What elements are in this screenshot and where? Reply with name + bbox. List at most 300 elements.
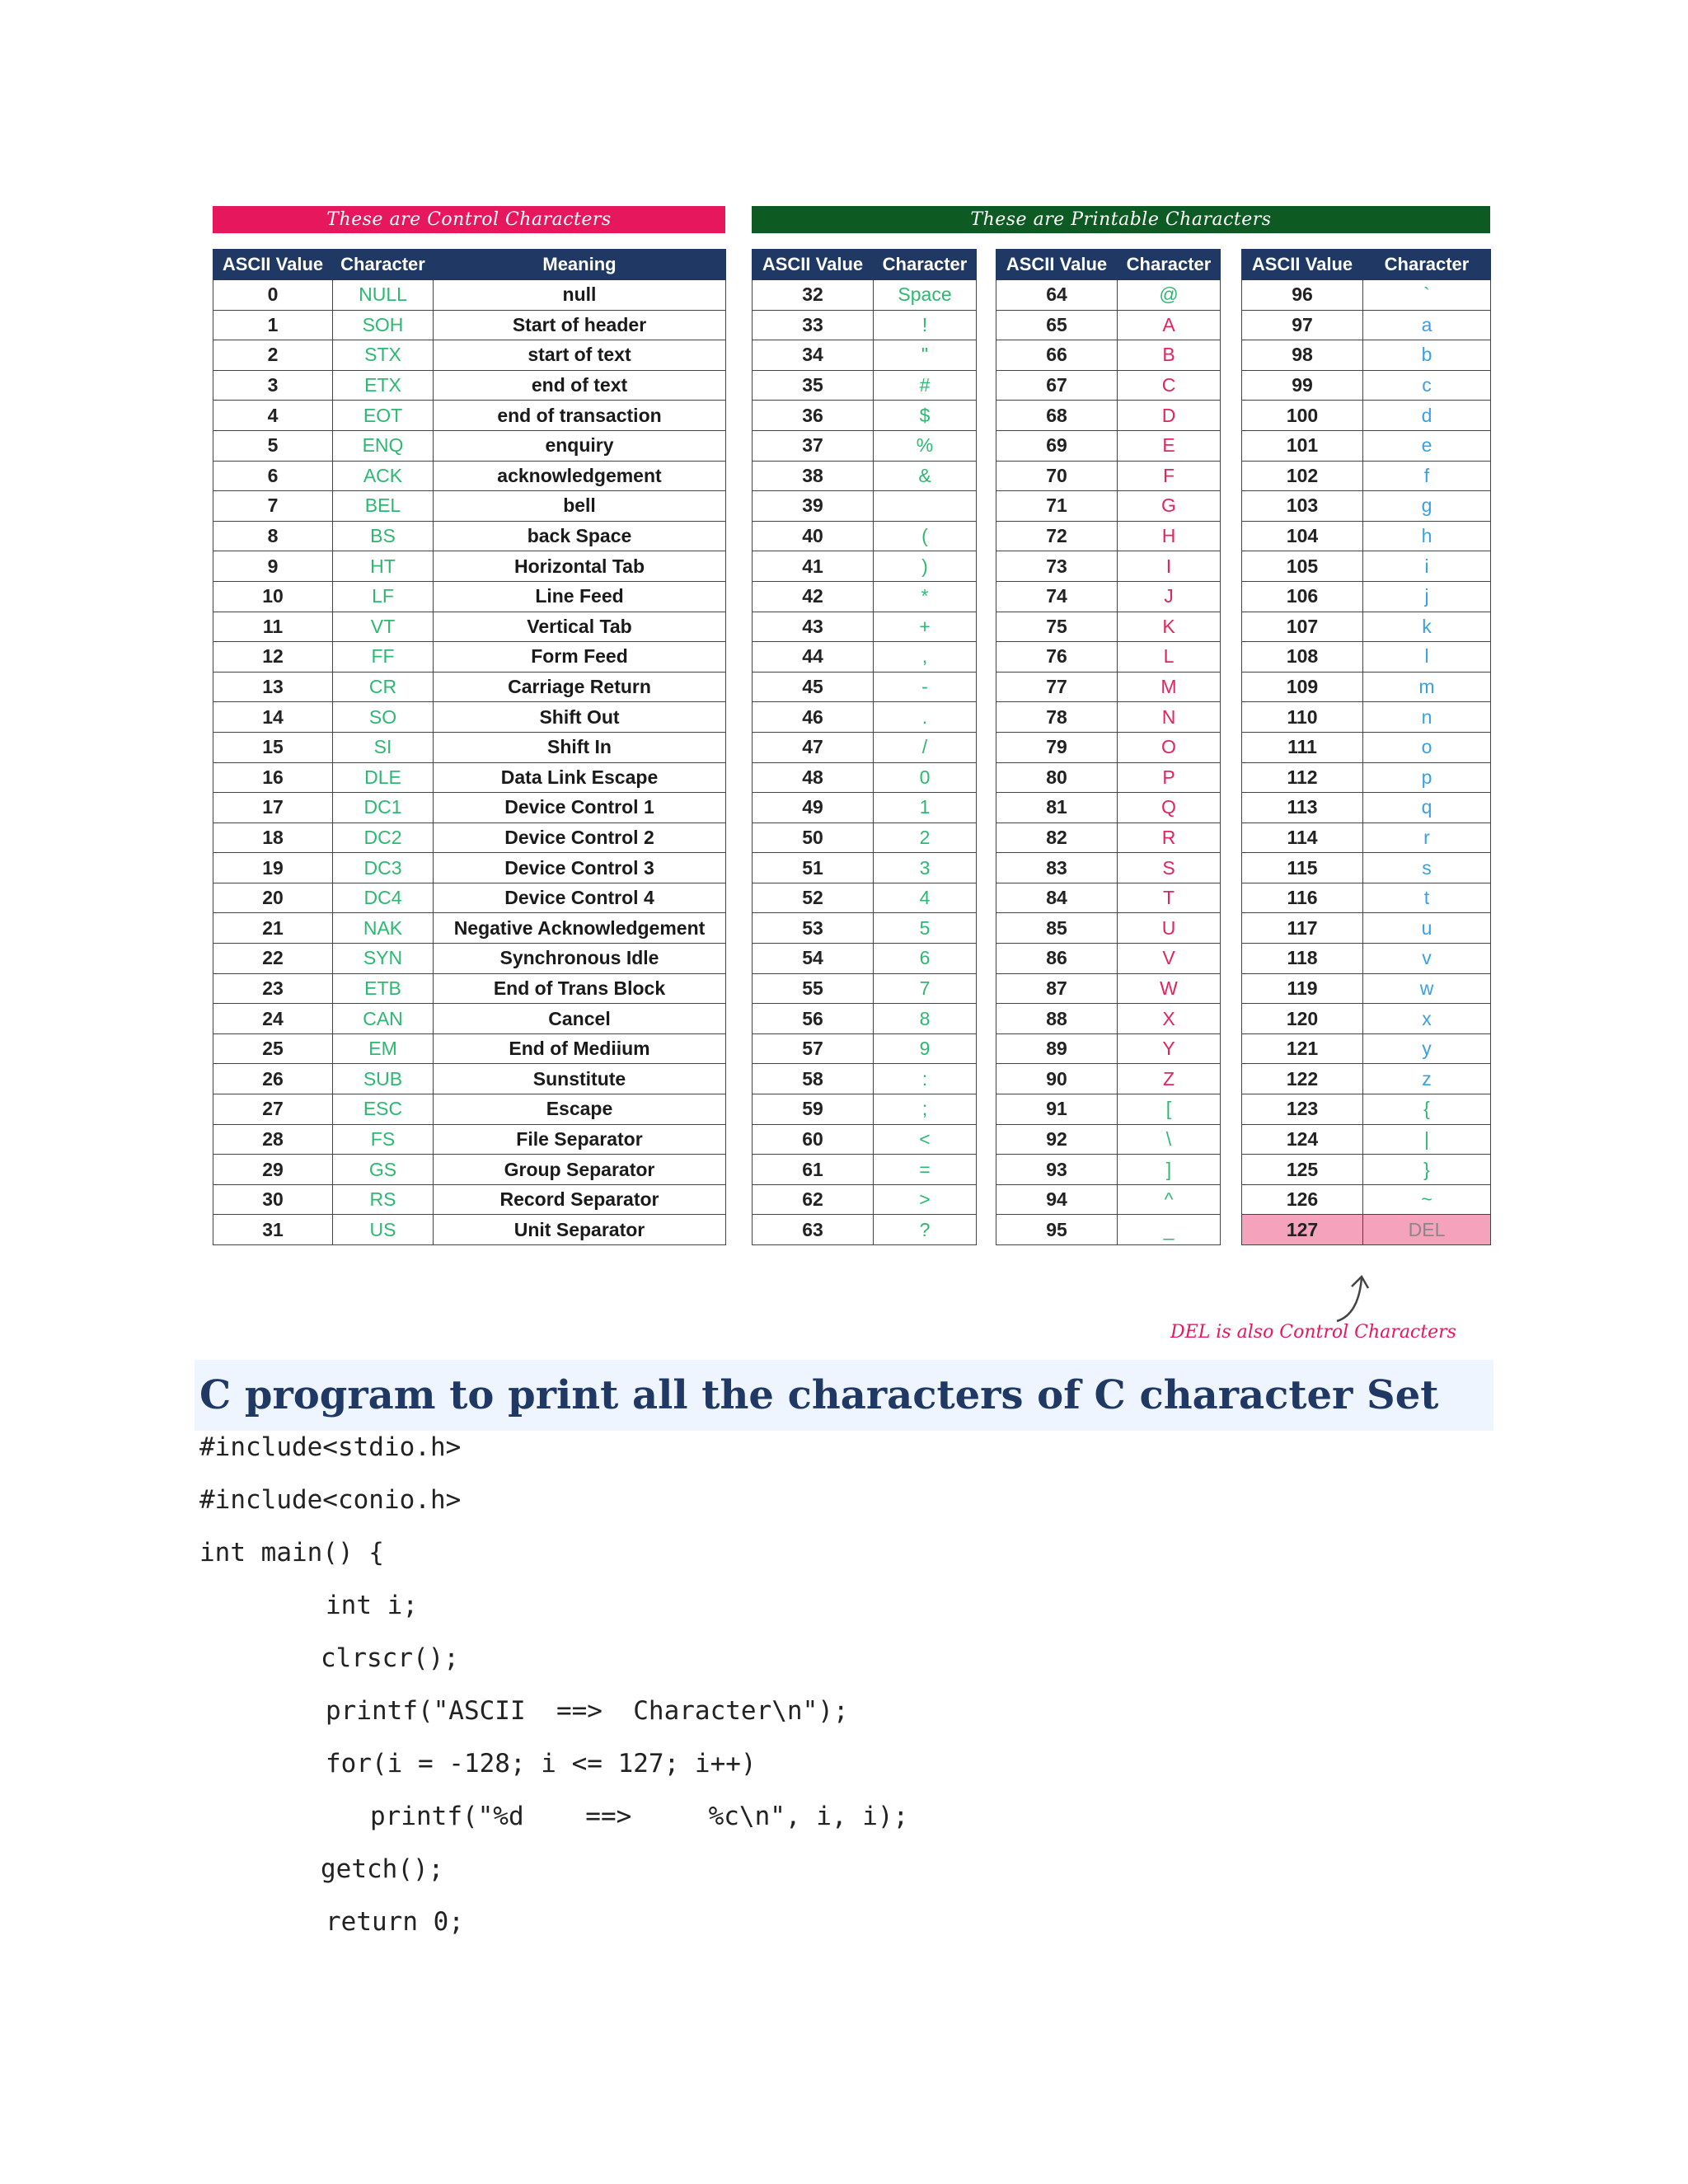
ascii-value-cell: 101 — [1242, 430, 1363, 461]
table-row — [996, 823, 1221, 853]
character-cell: BEL — [333, 491, 434, 522]
table-row — [753, 1124, 977, 1155]
character-cell: STX — [333, 340, 434, 371]
ascii-value-cell: 70 — [996, 461, 1118, 491]
table-row — [213, 793, 726, 823]
ascii-value-cell: 42 — [753, 581, 874, 612]
table-row — [1242, 370, 1491, 401]
header-character: Character — [874, 250, 977, 280]
ascii-value-cell: 0 — [213, 280, 333, 311]
ascii-value-cell: 122 — [1242, 1064, 1363, 1094]
ascii-value-cell: 58 — [753, 1064, 874, 1094]
character-cell: Y — [1118, 1033, 1221, 1064]
table-row — [213, 1124, 726, 1155]
table-row — [213, 401, 726, 431]
table-row — [753, 491, 977, 522]
ascii-value-cell: 18 — [213, 823, 333, 853]
ascii-value-cell: 46 — [753, 702, 874, 733]
code-line-6: printf("ASCII ==> Character\n"); — [326, 1696, 849, 1726]
table-row — [1242, 1184, 1491, 1215]
character-cell: ` — [1363, 280, 1491, 311]
table-row — [213, 883, 726, 913]
character-cell: g — [1363, 491, 1491, 522]
table-row — [213, 823, 726, 853]
ascii-value-cell: 12 — [213, 642, 333, 673]
meaning-cell: back Space — [434, 521, 726, 551]
ascii-value-cell: 73 — [996, 551, 1118, 582]
ascii-value-cell: 38 — [753, 461, 874, 491]
ascii-value-cell: 105 — [1242, 551, 1363, 582]
ascii-value-cell: 89 — [996, 1033, 1118, 1064]
table-row — [213, 581, 726, 612]
character-cell: N — [1118, 702, 1221, 733]
character-cell: _ — [1118, 1215, 1221, 1245]
ascii-value-cell: 61 — [753, 1155, 874, 1185]
meaning-cell: File Separator — [434, 1124, 726, 1155]
table-row — [213, 491, 726, 522]
character-cell: o — [1363, 732, 1491, 762]
header-ascii-value: ASCII Value — [1242, 250, 1363, 280]
meaning-cell: bell — [434, 491, 726, 522]
character-cell: ^ — [1118, 1184, 1221, 1215]
ascii-value-cell: 86 — [996, 944, 1118, 974]
character-cell: f — [1363, 461, 1491, 491]
character-cell: l — [1363, 642, 1491, 673]
table-row — [996, 340, 1221, 371]
table-row — [996, 1033, 1221, 1064]
ascii-value-cell: 118 — [1242, 944, 1363, 974]
meaning-cell: Data Link Escape — [434, 762, 726, 793]
table-row — [1242, 944, 1491, 974]
table-row — [753, 883, 977, 913]
character-cell: K — [1118, 612, 1221, 642]
meaning-cell: Device Control 3 — [434, 853, 726, 883]
character-cell: $ — [874, 401, 977, 431]
ascii-value-cell: 65 — [996, 310, 1118, 340]
ascii-value-cell: 55 — [753, 973, 874, 1004]
table-row — [753, 521, 977, 551]
meaning-cell: Sunstitute — [434, 1064, 726, 1094]
table-row — [213, 1184, 726, 1215]
ascii-value-cell: 35 — [753, 370, 874, 401]
character-cell: SI — [333, 732, 434, 762]
character-cell: DEL — [1363, 1215, 1491, 1245]
character-cell: 3 — [874, 853, 977, 883]
table-row — [1242, 1124, 1491, 1155]
character-cell: h — [1363, 521, 1491, 551]
ascii-value-cell: 27 — [213, 1094, 333, 1125]
table-row — [213, 853, 726, 883]
character-cell: M — [1118, 672, 1221, 702]
code-line-2: #include<conio.h> — [199, 1485, 462, 1515]
table-row — [753, 461, 977, 491]
printable-table-96-127 — [1241, 249, 1491, 1245]
table-row — [996, 581, 1221, 612]
character-cell: k — [1363, 612, 1491, 642]
character-cell: DC2 — [333, 823, 434, 853]
ascii-value-cell: 53 — [753, 913, 874, 944]
curved-arrow-icon — [1334, 1273, 1383, 1324]
table-row — [1242, 672, 1491, 702]
ascii-value-cell: 126 — [1242, 1184, 1363, 1215]
ascii-value-cell: 74 — [996, 581, 1118, 612]
ascii-value-cell: 20 — [213, 883, 333, 913]
character-cell: \ — [1118, 1124, 1221, 1155]
character-cell: ETB — [333, 973, 434, 1004]
table-row — [1242, 581, 1491, 612]
ascii-value-cell: 40 — [753, 521, 874, 551]
character-cell: EOT — [333, 401, 434, 431]
ascii-value-cell: 44 — [753, 642, 874, 673]
ascii-value-cell: 36 — [753, 401, 874, 431]
table-row — [1242, 461, 1491, 491]
character-cell: / — [874, 732, 977, 762]
ascii-value-cell: 2 — [213, 340, 333, 371]
character-cell: & — [874, 461, 977, 491]
table-row — [213, 430, 726, 461]
ascii-value-cell: 83 — [996, 853, 1118, 883]
ascii-value-cell: 97 — [1242, 310, 1363, 340]
meaning-cell: enquiry — [434, 430, 726, 461]
character-cell: NULL — [333, 280, 434, 311]
ascii-value-cell: 30 — [213, 1184, 333, 1215]
table-row — [753, 672, 977, 702]
character-cell: } — [1363, 1155, 1491, 1185]
ascii-value-cell: 124 — [1242, 1124, 1363, 1155]
table-row — [213, 672, 726, 702]
ascii-value-cell: 6 — [213, 461, 333, 491]
table-row — [213, 551, 726, 582]
ascii-value-cell: 114 — [1242, 823, 1363, 853]
code-line-4: int i; — [326, 1591, 418, 1620]
ascii-value-cell: 1 — [213, 310, 333, 340]
ascii-value-cell: 43 — [753, 612, 874, 642]
ascii-value-cell: 32 — [753, 280, 874, 311]
meaning-cell: Negative Acknowledgement — [434, 913, 726, 944]
table-row — [213, 702, 726, 733]
table-row — [753, 581, 977, 612]
ascii-value-cell: 80 — [996, 762, 1118, 793]
table-row — [1242, 762, 1491, 793]
table-row — [1242, 823, 1491, 853]
meaning-cell: Group Separator — [434, 1155, 726, 1185]
character-cell: 4 — [874, 883, 977, 913]
table-row — [996, 732, 1221, 762]
table-row — [753, 944, 977, 974]
character-cell: Z — [1118, 1064, 1221, 1094]
table-row — [996, 1094, 1221, 1125]
character-cell: s — [1363, 853, 1491, 883]
ascii-value-cell: 69 — [996, 430, 1118, 461]
ascii-value-cell: 84 — [996, 883, 1118, 913]
table-row — [753, 913, 977, 944]
character-cell: r — [1363, 823, 1491, 853]
table-row — [213, 1033, 726, 1064]
character-cell: RS — [333, 1184, 434, 1215]
table-row — [1242, 340, 1491, 371]
table-row — [996, 612, 1221, 642]
printable-table-32-63 — [752, 249, 977, 1245]
ascii-value-cell: 23 — [213, 973, 333, 1004]
table-row — [996, 853, 1221, 883]
table-row — [1242, 491, 1491, 522]
character-cell: EM — [333, 1033, 434, 1064]
ascii-value-cell: 22 — [213, 944, 333, 974]
table-row — [753, 612, 977, 642]
meaning-cell: Record Separator — [434, 1184, 726, 1215]
ascii-value-cell: 50 — [753, 823, 874, 853]
ascii-value-cell: 24 — [213, 1004, 333, 1034]
table-row — [753, 1184, 977, 1215]
ascii-value-cell: 94 — [996, 1184, 1118, 1215]
character-cell: SOH — [333, 310, 434, 340]
table-row — [996, 491, 1221, 522]
table-row — [213, 642, 726, 673]
character-cell: SO — [333, 702, 434, 733]
table-row — [213, 310, 726, 340]
ascii-value-cell: 63 — [753, 1215, 874, 1245]
table-row — [996, 944, 1221, 974]
character-cell: [ — [1118, 1094, 1221, 1125]
code-line-7: for(i = -128; i <= 127; i++) — [326, 1749, 757, 1779]
table-row — [1242, 310, 1491, 340]
table-row — [996, 1124, 1221, 1155]
ascii-value-cell: 125 — [1242, 1155, 1363, 1185]
character-cell: ETX — [333, 370, 434, 401]
character-cell: : — [874, 1064, 977, 1094]
ascii-value-cell: 21 — [213, 913, 333, 944]
header-character: Character — [1363, 250, 1491, 280]
ascii-value-cell: 9 — [213, 551, 333, 582]
table-row — [996, 702, 1221, 733]
section-heading: C program to print all the characters of C character Set — [199, 1372, 1439, 1418]
table-row — [996, 642, 1221, 673]
meaning-cell: Shift In — [434, 732, 726, 762]
character-cell: S — [1118, 853, 1221, 883]
character-cell: z — [1363, 1064, 1491, 1094]
table-row — [1242, 793, 1491, 823]
table-row — [753, 1033, 977, 1064]
ascii-value-cell: 72 — [996, 521, 1118, 551]
table-row — [1242, 1064, 1491, 1094]
header-ascii-value: ASCII Value — [213, 250, 333, 280]
character-cell: b — [1363, 340, 1491, 371]
character-cell: ENQ — [333, 430, 434, 461]
table-row — [1242, 1094, 1491, 1125]
table-row — [996, 973, 1221, 1004]
ascii-value-cell: 64 — [996, 280, 1118, 311]
ascii-value-cell: 120 — [1242, 1004, 1363, 1034]
character-cell: n — [1363, 702, 1491, 733]
meaning-cell: Line Feed — [434, 581, 726, 612]
character-cell: DC3 — [333, 853, 434, 883]
character-cell: @ — [1118, 280, 1221, 311]
ascii-value-cell: 57 — [753, 1033, 874, 1064]
table-row — [753, 280, 977, 311]
ascii-value-cell: 123 — [1242, 1094, 1363, 1125]
ascii-value-cell: 85 — [996, 913, 1118, 944]
character-cell: u — [1363, 913, 1491, 944]
code-line-1: #include<stdio.h> — [199, 1432, 462, 1462]
table-row — [213, 762, 726, 793]
ascii-value-cell: 93 — [996, 1155, 1118, 1185]
character-cell: = — [874, 1155, 977, 1185]
table-row — [1242, 702, 1491, 733]
table-row — [753, 1094, 977, 1125]
meaning-cell: Device Control 4 — [434, 883, 726, 913]
character-cell: ACK — [333, 461, 434, 491]
ascii-value-cell: 102 — [1242, 461, 1363, 491]
table-row — [996, 401, 1221, 431]
ascii-value-cell: 79 — [996, 732, 1118, 762]
table-row — [1242, 732, 1491, 762]
ascii-value-cell: 11 — [213, 612, 333, 642]
ascii-value-cell: 108 — [1242, 642, 1363, 673]
ascii-value-cell: 28 — [213, 1124, 333, 1155]
table-row — [753, 310, 977, 340]
character-cell: Q — [1118, 793, 1221, 823]
ascii-value-cell: 77 — [996, 672, 1118, 702]
table-row — [996, 913, 1221, 944]
table-row — [753, 430, 977, 461]
ascii-value-cell: 96 — [1242, 280, 1363, 311]
meaning-cell: Device Control 1 — [434, 793, 726, 823]
character-cell: O — [1118, 732, 1221, 762]
table-row — [213, 340, 726, 371]
ascii-value-cell: 33 — [753, 310, 874, 340]
character-cell: HT — [333, 551, 434, 582]
ascii-value-cell: 67 — [996, 370, 1118, 401]
table-row — [213, 612, 726, 642]
table-row — [996, 280, 1221, 311]
character-cell: i — [1363, 551, 1491, 582]
meaning-cell: Form Feed — [434, 642, 726, 673]
table-row — [213, 913, 726, 944]
ascii-value-cell: 112 — [1242, 762, 1363, 793]
ascii-value-cell: 99 — [1242, 370, 1363, 401]
ascii-value-cell: 15 — [213, 732, 333, 762]
character-cell: * — [874, 581, 977, 612]
meaning-cell: End of Trans Block — [434, 973, 726, 1004]
table-row — [1242, 401, 1491, 431]
character-cell — [874, 491, 977, 522]
character-cell: 8 — [874, 1004, 977, 1034]
table-row — [1242, 973, 1491, 1004]
character-cell: A — [1118, 310, 1221, 340]
table-row — [1242, 430, 1491, 461]
code-line-10: return 0; — [326, 1907, 464, 1937]
table-row — [753, 762, 977, 793]
character-cell: 5 — [874, 913, 977, 944]
ascii-value-cell: 82 — [996, 823, 1118, 853]
character-cell: ! — [874, 310, 977, 340]
character-cell: DC4 — [333, 883, 434, 913]
ascii-value-cell: 14 — [213, 702, 333, 733]
table-row — [213, 370, 726, 401]
table-row — [753, 1215, 977, 1245]
table-row — [753, 793, 977, 823]
ascii-value-cell: 119 — [1242, 973, 1363, 1004]
table-row — [213, 1004, 726, 1034]
character-cell: , — [874, 642, 977, 673]
character-cell: LF — [333, 581, 434, 612]
table-row — [996, 762, 1221, 793]
table-row — [996, 370, 1221, 401]
table-row — [213, 1155, 726, 1185]
character-cell: d — [1363, 401, 1491, 431]
character-cell: P — [1118, 762, 1221, 793]
table-row — [213, 973, 726, 1004]
character-cell: H — [1118, 521, 1221, 551]
character-cell: CAN — [333, 1004, 434, 1034]
character-cell: w — [1363, 973, 1491, 1004]
table-row — [1242, 913, 1491, 944]
table-row — [753, 401, 977, 431]
character-cell: BS — [333, 521, 434, 551]
del-note: DEL is also Control Characters — [1170, 1322, 1456, 1343]
character-cell: ] — [1118, 1155, 1221, 1185]
table-row — [753, 340, 977, 371]
meaning-cell: end of transaction — [434, 401, 726, 431]
meaning-cell: Device Control 2 — [434, 823, 726, 853]
character-cell: R — [1118, 823, 1221, 853]
character-cell: v — [1363, 944, 1491, 974]
character-cell: E — [1118, 430, 1221, 461]
ascii-value-cell: 116 — [1242, 883, 1363, 913]
table-row — [1242, 521, 1491, 551]
code-line-3: int main() { — [199, 1538, 384, 1568]
ascii-value-cell: 37 — [753, 430, 874, 461]
character-cell: ) — [874, 551, 977, 582]
meaning-cell: Horizontal Tab — [434, 551, 726, 582]
character-cell: % — [874, 430, 977, 461]
ascii-value-cell: 104 — [1242, 521, 1363, 551]
ascii-value-cell: 49 — [753, 793, 874, 823]
ascii-value-cell: 78 — [996, 702, 1118, 733]
table-row — [1242, 853, 1491, 883]
ascii-value-cell: 19 — [213, 853, 333, 883]
ascii-value-cell: 107 — [1242, 612, 1363, 642]
character-cell: DC1 — [333, 793, 434, 823]
ascii-value-cell: 103 — [1242, 491, 1363, 522]
ascii-value-cell: 34 — [753, 340, 874, 371]
character-cell: | — [1363, 1124, 1491, 1155]
ascii-value-cell: 68 — [996, 401, 1118, 431]
table-row — [753, 702, 977, 733]
character-cell: ~ — [1363, 1184, 1491, 1215]
ascii-value-cell: 17 — [213, 793, 333, 823]
ascii-value-cell: 62 — [753, 1184, 874, 1215]
table-row — [213, 1094, 726, 1125]
character-cell: V — [1118, 944, 1221, 974]
character-cell: > — [874, 1184, 977, 1215]
code-line-9: getch(); — [321, 1854, 444, 1884]
ascii-value-cell: 56 — [753, 1004, 874, 1034]
ascii-value-cell: 25 — [213, 1033, 333, 1064]
character-cell: ( — [874, 521, 977, 551]
ascii-value-cell: 121 — [1242, 1033, 1363, 1064]
table-row — [753, 642, 977, 673]
table-row — [213, 280, 726, 311]
character-cell: ? — [874, 1215, 977, 1245]
meaning-cell: Carriage Return — [434, 672, 726, 702]
ascii-value-cell: 66 — [996, 340, 1118, 371]
control-characters-banner: These are Control Characters — [213, 206, 725, 233]
table-row — [753, 1064, 977, 1094]
ascii-value-cell: 47 — [753, 732, 874, 762]
character-cell: W — [1118, 973, 1221, 1004]
ascii-value-cell: 71 — [996, 491, 1118, 522]
